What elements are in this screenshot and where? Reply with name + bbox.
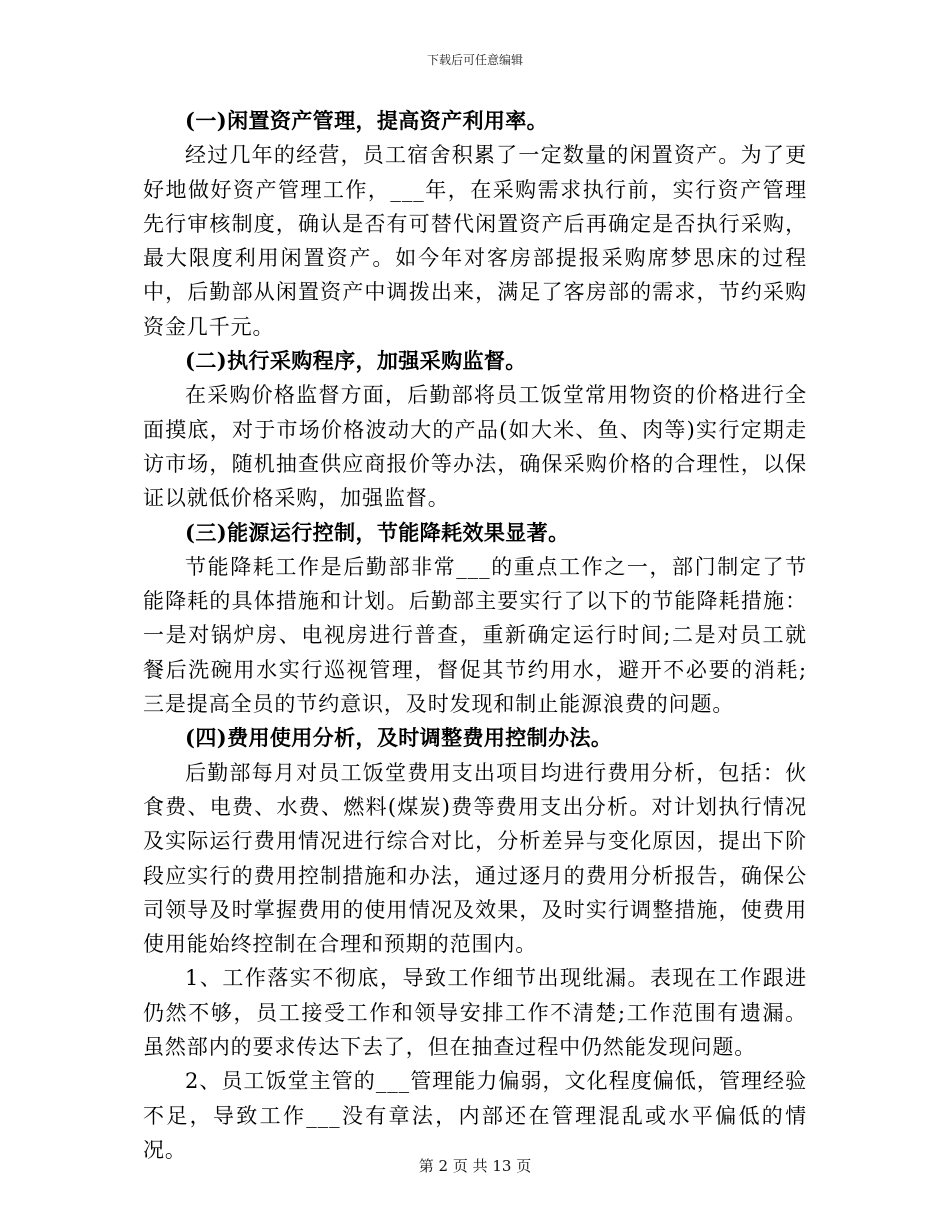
section-heading-2: (二)执行采购程序，加强采购监督。: [185, 348, 527, 374]
page-header: 下载后可任意编辑: [426, 53, 523, 67]
section-paragraph-1: 经过几年的经营，员工宿舍积累了一定数量的闲置资产。为了更好地做好资产管理工作，___年，在采购需求执行前，实行资产管理先行审核制度，确认是否有可替代闲置资产后再确定是否执行采购，最大限度利用闲置资产。如今年对客房部提报采购席梦思床的过程中，后勤部从闲置资产中调拨出来，满足了客房部的需求，节约采购资金几千元。: [143, 143, 807, 339]
section-paragraph-2: 在采购价格监督方面，后勤部将员工饭堂常用物资的价格进行全面摸底，对于市场价格波动大的产品(如大米、鱼、肉等)实行定期走访市场，随机抽查供应商报价等办法，确保采购价格的合理性，以保证以就低价格采购，加强监督。: [143, 383, 807, 511]
problem-item-1: 1、工作落实不彻底，导致工作细节出现纰漏。表现在工作跟进仍然不够，员工接受工作和领导安排工作不清楚;工作范围有遗漏。虽然部内的要求传达下去了，但在抽查过程中仍然能发现问题。: [143, 966, 807, 1060]
section-heading-4: (四)费用使用分析，及时调整费用控制办法。: [185, 725, 613, 751]
section-paragraph-3: 节能降耗工作是后勤部非常___的重点工作之一，部门制定了节能降耗的具体措施和计划。后勤部主要实行了以下的节能降耗措施：一是对锅炉房、电视房进行普查，重新确定运行时间;二是对员工就餐后洗碗用水实行巡视管理，督促其节约用水，避开不必要的消耗;三是提高全员的节约意识，及时发现和制止能源浪费的问题。: [143, 554, 807, 717]
section-heading-1: (一)闲置资产管理，提高资产利用率。: [185, 108, 549, 133]
section-heading-3: (三)能源运行控制，节能降耗效果显著。: [185, 519, 570, 545]
section-paragraph-4: 后勤部每月对员工饭堂费用支出项目均进行费用分析，包括：伙食费、电费、水费、燃料(煤炭)费等费用支出分析。对计划执行情况及实际运行费用情况进行综合对比，分析差异与变化原因，提出下阶段应实行的费用控制措施和办法，通过逐月的费用分析报告，确保公司领导及时掌握费用的使用情况及效果，及时实行调整措施，使费用使用能始终控制在合理和预期的范围内。: [143, 760, 807, 957]
problem-item-2: 2、员工饭堂主管的___管理能力偏弱，文化程度偏低，管理经验不足，导致工作___没有章法，内部还在管理混乱或水平偏低的情况。: [143, 1069, 807, 1162]
page-number: 第 2 页 共 13 页: [418, 1157, 532, 1175]
document-body: [143, 104, 807, 1167]
